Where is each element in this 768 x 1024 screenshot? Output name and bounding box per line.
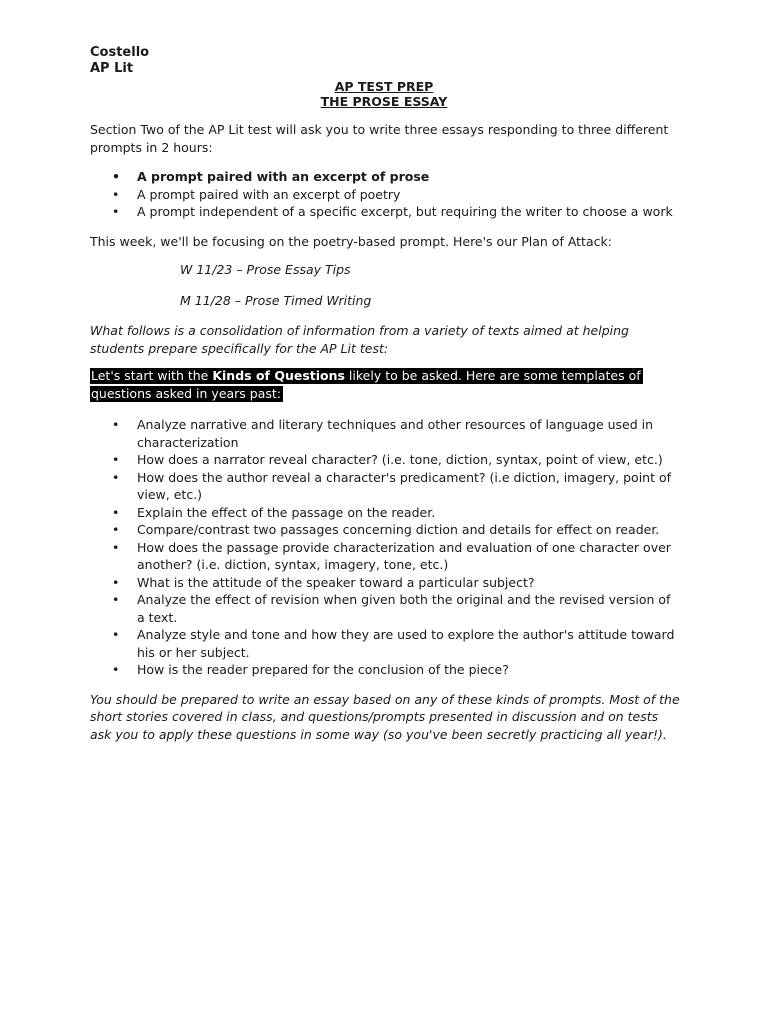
highlight-text-before: Let's start with the <box>91 368 213 383</box>
closing-paragraph: You should be prepared to write an essay based on any of these kinds of prompts. Most of the short stories covered in class, and questions/prompts presented in discussion and on tests ask you to apply these questions in some way (so you've been secretly practicing all year!). <box>90 691 680 742</box>
schedule <box>90 261 680 309</box>
list-item: • How does a narrator reveal character? (i.e. tone, diction, syntax, point of view, etc.) <box>90 451 680 469</box>
course-name: AP Lit <box>90 61 134 76</box>
list-item: • How does the author reveal a character's predicament? (i.e diction, imagery, point of view, etc.) <box>90 469 680 504</box>
highlight-block <box>90 368 643 402</box>
prompt-types-list <box>90 168 680 221</box>
list-item: • What is the attitude of the speaker toward a particular subject? <box>90 574 680 592</box>
title-line-1: AP TEST PREP <box>334 79 434 94</box>
list-item: • Compare/contrast two passages concerning diction and details for effect on reader. <box>90 521 680 539</box>
highlighted-paragraph <box>90 367 680 402</box>
schedule-item: M 11/28 – Prose Timed Writing <box>180 292 372 308</box>
list-item: • A prompt independent of a specific excerpt, but requiring the writer to choose a work <box>90 203 680 221</box>
highlight-text-after: likely to be asked. Here are some templates of questions asked in years past: <box>91 368 641 401</box>
list-item: • How is the reader prepared for the conclusion of the piece? <box>90 661 680 679</box>
follows-paragraph: What follows is a consolidation of information from a variety of texts aimed at helping students prepare specifically for the AP Lit test: <box>90 323 629 356</box>
document-body <box>90 121 680 743</box>
list-item: • A prompt paired with an excerpt of prose <box>90 168 680 186</box>
document-title <box>0 79 768 109</box>
schedule-item: W 11/23 – Prose Essay Tips <box>180 262 351 277</box>
focus-paragraph: This week, we'll be focusing on the poetry-based prompt. Here's our Plan of Attack: <box>90 233 612 249</box>
author-name: Costello <box>90 45 150 60</box>
question-templates-list <box>90 416 680 679</box>
highlight-bold-text: Kinds of Questions <box>212 368 345 383</box>
list-item: • Analyze style and tone and how they are used to explore the author's attitude toward his or her subject. <box>90 626 680 661</box>
list-item: • Analyze narrative and literary techniques and other resources of language used in characterization <box>90 416 680 451</box>
list-item: • Analyze the effect of revision when given both the original and the revised version of a text. <box>90 591 680 626</box>
list-item: • A prompt paired with an excerpt of poetry <box>90 186 680 204</box>
list-item: • How does the passage provide characterization and evaluation of one character over another? (i.e. diction, syntax, imagery, tone, etc.) <box>90 539 680 574</box>
intro-paragraph: Section Two of the AP Lit test will ask you to write three essays responding to three different prompts in 2 hours: <box>90 122 669 155</box>
list-item: • Explain the effect of the passage on the reader. <box>90 504 680 522</box>
document-header <box>90 45 149 77</box>
title-line-2: THE PROSE ESSAY <box>320 94 448 109</box>
